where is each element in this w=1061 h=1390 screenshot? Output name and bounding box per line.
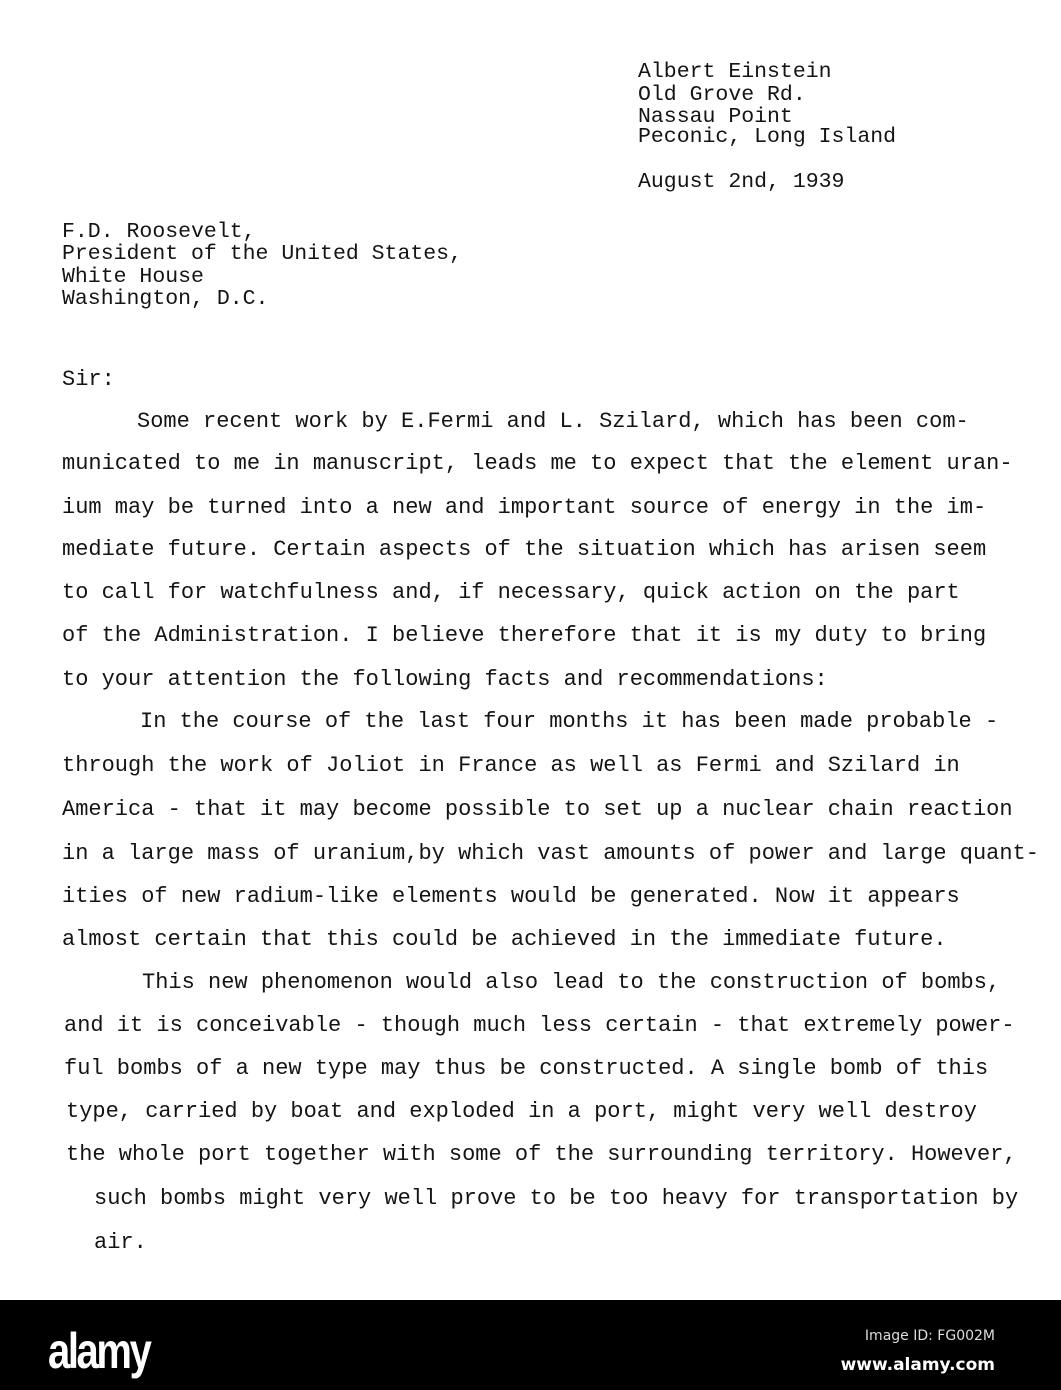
body-line: almost certain that this could be achieved in the immediate future. <box>62 927 947 952</box>
body-line: the whole port together with some of the surrounding territory. However, <box>66 1142 1017 1167</box>
letter-date: August 2nd, 1939 <box>638 170 845 194</box>
alamy-logo: alamy <box>48 1323 150 1379</box>
body-line: in a large mass of uranium,by which vast amounts of power and large quant- <box>62 841 1039 866</box>
sender-line: Albert Einstein <box>638 60 832 84</box>
recipient-line: White House <box>62 265 204 289</box>
sender-line: Peconic, Long Island <box>638 125 897 149</box>
watermark-url: www.alamy.com <box>840 1355 995 1375</box>
body-line: This new phenomenon would also lead to the construction of bombs, <box>142 970 1001 995</box>
recipient-line: Washington, D.C. <box>62 287 269 311</box>
sender-line: Old Grove Rd. <box>638 83 806 107</box>
body-line: air. <box>94 1230 147 1255</box>
body-line: Some recent work by E.Fermi and L. Szilard, which has been com- <box>137 409 969 434</box>
watermark-bar <box>0 1300 1061 1390</box>
body-line: to your attention the following facts and recommendations: <box>62 667 828 692</box>
salutation: Sir: <box>62 367 115 392</box>
body-line: type, carried by boat and exploded in a port, might very well destroy <box>66 1099 977 1124</box>
image-id: Image ID: FG002M <box>864 1328 995 1344</box>
body-line: to call for watchfulness and, if necessary, quick action on the part <box>62 580 960 605</box>
sender-line: Nassau Point <box>638 105 793 129</box>
body-line: America - that it may become possible to set up a nuclear chain reaction <box>62 797 1013 822</box>
body-line: and it is conceivable - though much less certain - that extremely power- <box>64 1013 1015 1038</box>
body-line: In the course of the last four months it has been made probable - <box>140 709 999 734</box>
body-line: ful bombs of a new type may thus be constructed. A single bomb of this <box>64 1056 989 1081</box>
body-line: of the Administration. I believe therefore that it is my duty to bring <box>62 623 987 648</box>
body-line: through the work of Joliot in France as well as Fermi and Szilard in <box>62 753 960 778</box>
recipient-line: F.D. Roosevelt, <box>62 220 256 244</box>
body-line: municated to me in manuscript, leads me to expect that the element uran- <box>62 451 1013 476</box>
body-line: such bombs might very well prove to be too heavy for transportation by <box>94 1186 1019 1211</box>
body-line: ities of new radium-like elements would be generated. Now it appears <box>62 884 960 909</box>
body-line: ium may be turned into a new and important source of energy in the im- <box>62 495 987 520</box>
recipient-line: President of the United States, <box>62 242 462 266</box>
body-line: mediate future. Certain aspects of the situation which has arisen seem <box>62 537 987 562</box>
